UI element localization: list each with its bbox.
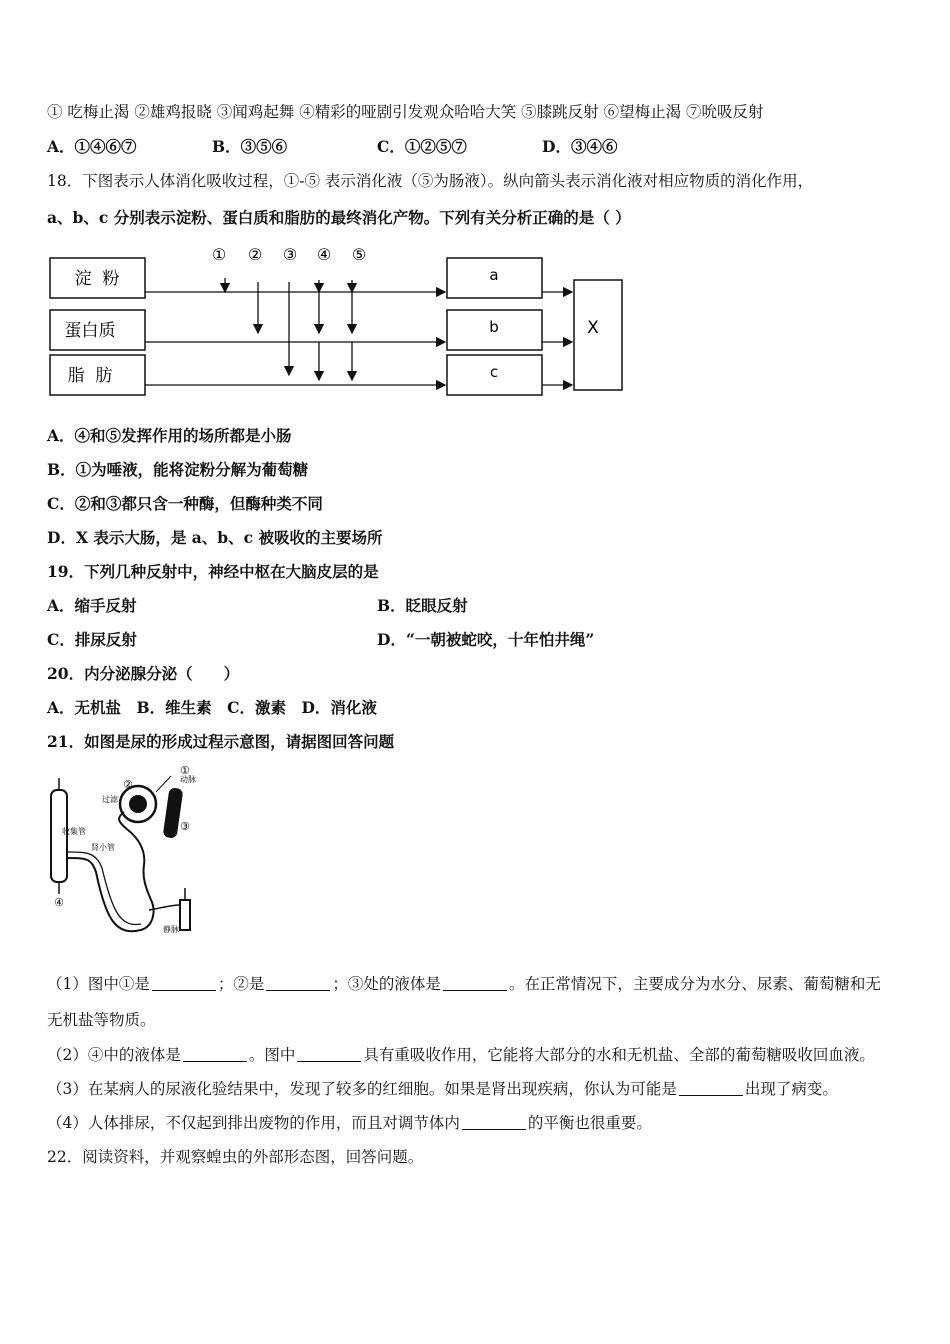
label-1: ① — [180, 764, 190, 777]
q20-stem: 20．内分泌腺分泌（ ） — [47, 664, 240, 683]
q19-option-d: D．“一朝被蛇咬，十年怕井绳” — [377, 630, 595, 649]
q21-stem: 21．如图是尿的形成过程示意图，请据图回答问题 — [47, 732, 395, 751]
q20-options: A．无机盐 B．维生素 C．激素 D．消化液 — [47, 698, 377, 717]
x-label: X — [587, 318, 599, 338]
q21-p4a: （4）人体排尿，不仅起到排出废物的作用，而且对调节体内 — [47, 1114, 460, 1132]
label-4: ④ — [54, 896, 64, 909]
q21-p2c: 具有重吸收作用，它能将大部分的水和无机盐、全部的葡萄糖吸收回血液。 — [363, 1046, 875, 1064]
q21-part3 — [47, 1079, 838, 1099]
q17-option-d: D．③④⑥ — [542, 137, 618, 156]
fat-label: 脂 肪 — [67, 366, 113, 386]
q21-part4 — [47, 1113, 652, 1133]
label-2: ② — [123, 778, 133, 791]
juice-4-label: ④ — [316, 245, 332, 264]
q17-option-a: A．①④⑥⑦ — [47, 137, 137, 156]
q21-p2b: 。图中 — [248, 1046, 296, 1064]
q18-stem-line2: a、b、c 分别表示淀粉、蛋白质和脂肪的最终消化产物。下列有关分析正确的是（ ） — [47, 208, 631, 227]
q21-p1b: ；②是 — [217, 975, 265, 993]
protein-label: 蛋白质 — [64, 321, 116, 341]
q18-option-a: A．④和⑤发挥作用的场所都是小肠 — [47, 426, 292, 445]
blank-3[interactable] — [443, 976, 507, 991]
q19-option-c: C．排尿反射 — [47, 630, 137, 649]
label-collect: 收集管 — [62, 827, 86, 836]
q18-option-b: B．①为唾液，能将淀粉分解为葡萄糖 — [47, 460, 309, 479]
blank-7[interactable] — [462, 1115, 526, 1130]
blank-1[interactable] — [152, 976, 216, 991]
vein — [180, 900, 190, 930]
q19-option-a: A．缩手反射 — [47, 596, 137, 615]
collecting-duct — [51, 790, 67, 882]
blank-2[interactable] — [266, 976, 330, 991]
q17-option-c: C．①②⑤⑦ — [377, 137, 467, 156]
blank-4[interactable] — [183, 1047, 247, 1062]
q21-p4b: 的平衡也很重要。 — [527, 1114, 652, 1132]
starch-label: 淀 粉 — [74, 269, 120, 289]
label-artery: 动脉 — [180, 775, 196, 784]
q21-p1e: 无机盐等物质。 — [47, 1011, 156, 1029]
blank-5[interactable] — [297, 1047, 361, 1062]
q21-p1d: 。在正常情况下，主要成分为水分、尿素、葡萄糖和无 — [508, 975, 881, 993]
digestion-diagram — [40, 240, 640, 400]
q17-option-b: B．③⑤⑥ — [212, 137, 288, 156]
label-filter: 过滤 — [102, 795, 118, 804]
q21-p3a: （3）在某病人的尿液化验结果中，发现了较多的红细胞。如果是肾出现疾病，你认为可能是 — [47, 1080, 677, 1098]
juice-5-label: ⑤ — [351, 245, 367, 264]
juice-3-label: ③ — [282, 245, 298, 264]
blank-6[interactable] — [679, 1081, 743, 1096]
product-b-label: b — [489, 318, 499, 336]
q22-stem: 22．阅读资料，并观察蝗虫的外部形态图，回答问题。 — [47, 1148, 424, 1166]
juice-1-label: ① — [211, 245, 227, 264]
q18-option-d: D．X 表示大肠，是 a、b、c 被吸收的主要场所 — [47, 528, 383, 547]
juice-2-label: ② — [247, 245, 263, 264]
q19-option-b: B．眨眼反射 — [377, 596, 468, 615]
label-3: ③ — [180, 820, 190, 833]
q19-stem: 19．下列几种反射中，神经中枢在大脑皮层的是 — [47, 562, 379, 581]
q21-p3b: 出现了病变。 — [744, 1080, 838, 1098]
label-tubule: 肾小管 — [91, 843, 115, 852]
product-c-label: c — [489, 363, 499, 381]
q21-p2a: （2）④中的液体是 — [47, 1046, 181, 1064]
q18-stem-line1: 18．下图表示人体消化吸收过程，①-⑤ 表示消化液（⑤为肠液）。纵向箭头表示消化液对相应物质的消化作用， — [47, 172, 814, 190]
label-vein: 静脉 — [163, 925, 179, 934]
q21-part2 — [47, 1045, 875, 1065]
product-a-label: a — [489, 266, 499, 284]
q18-option-c: C．②和③都只含一种酶，但酶种类不同 — [47, 494, 323, 513]
q21-p1c: ；③处的液体是 — [332, 975, 441, 993]
urine-formation-figure — [46, 760, 208, 942]
glomerulus — [129, 795, 147, 813]
q21-part1 — [47, 974, 881, 994]
q21-p1a: （1）图中①是 — [47, 975, 150, 993]
q17-items: ① 吃梅止渴 ②雄鸡报晓 ③闻鸡起舞 ④精彩的哑剧引发观众哈哈大笑 ⑤膝跳反射 ⑥望梅止渴 ⑦吮吸反射 — [47, 103, 764, 121]
